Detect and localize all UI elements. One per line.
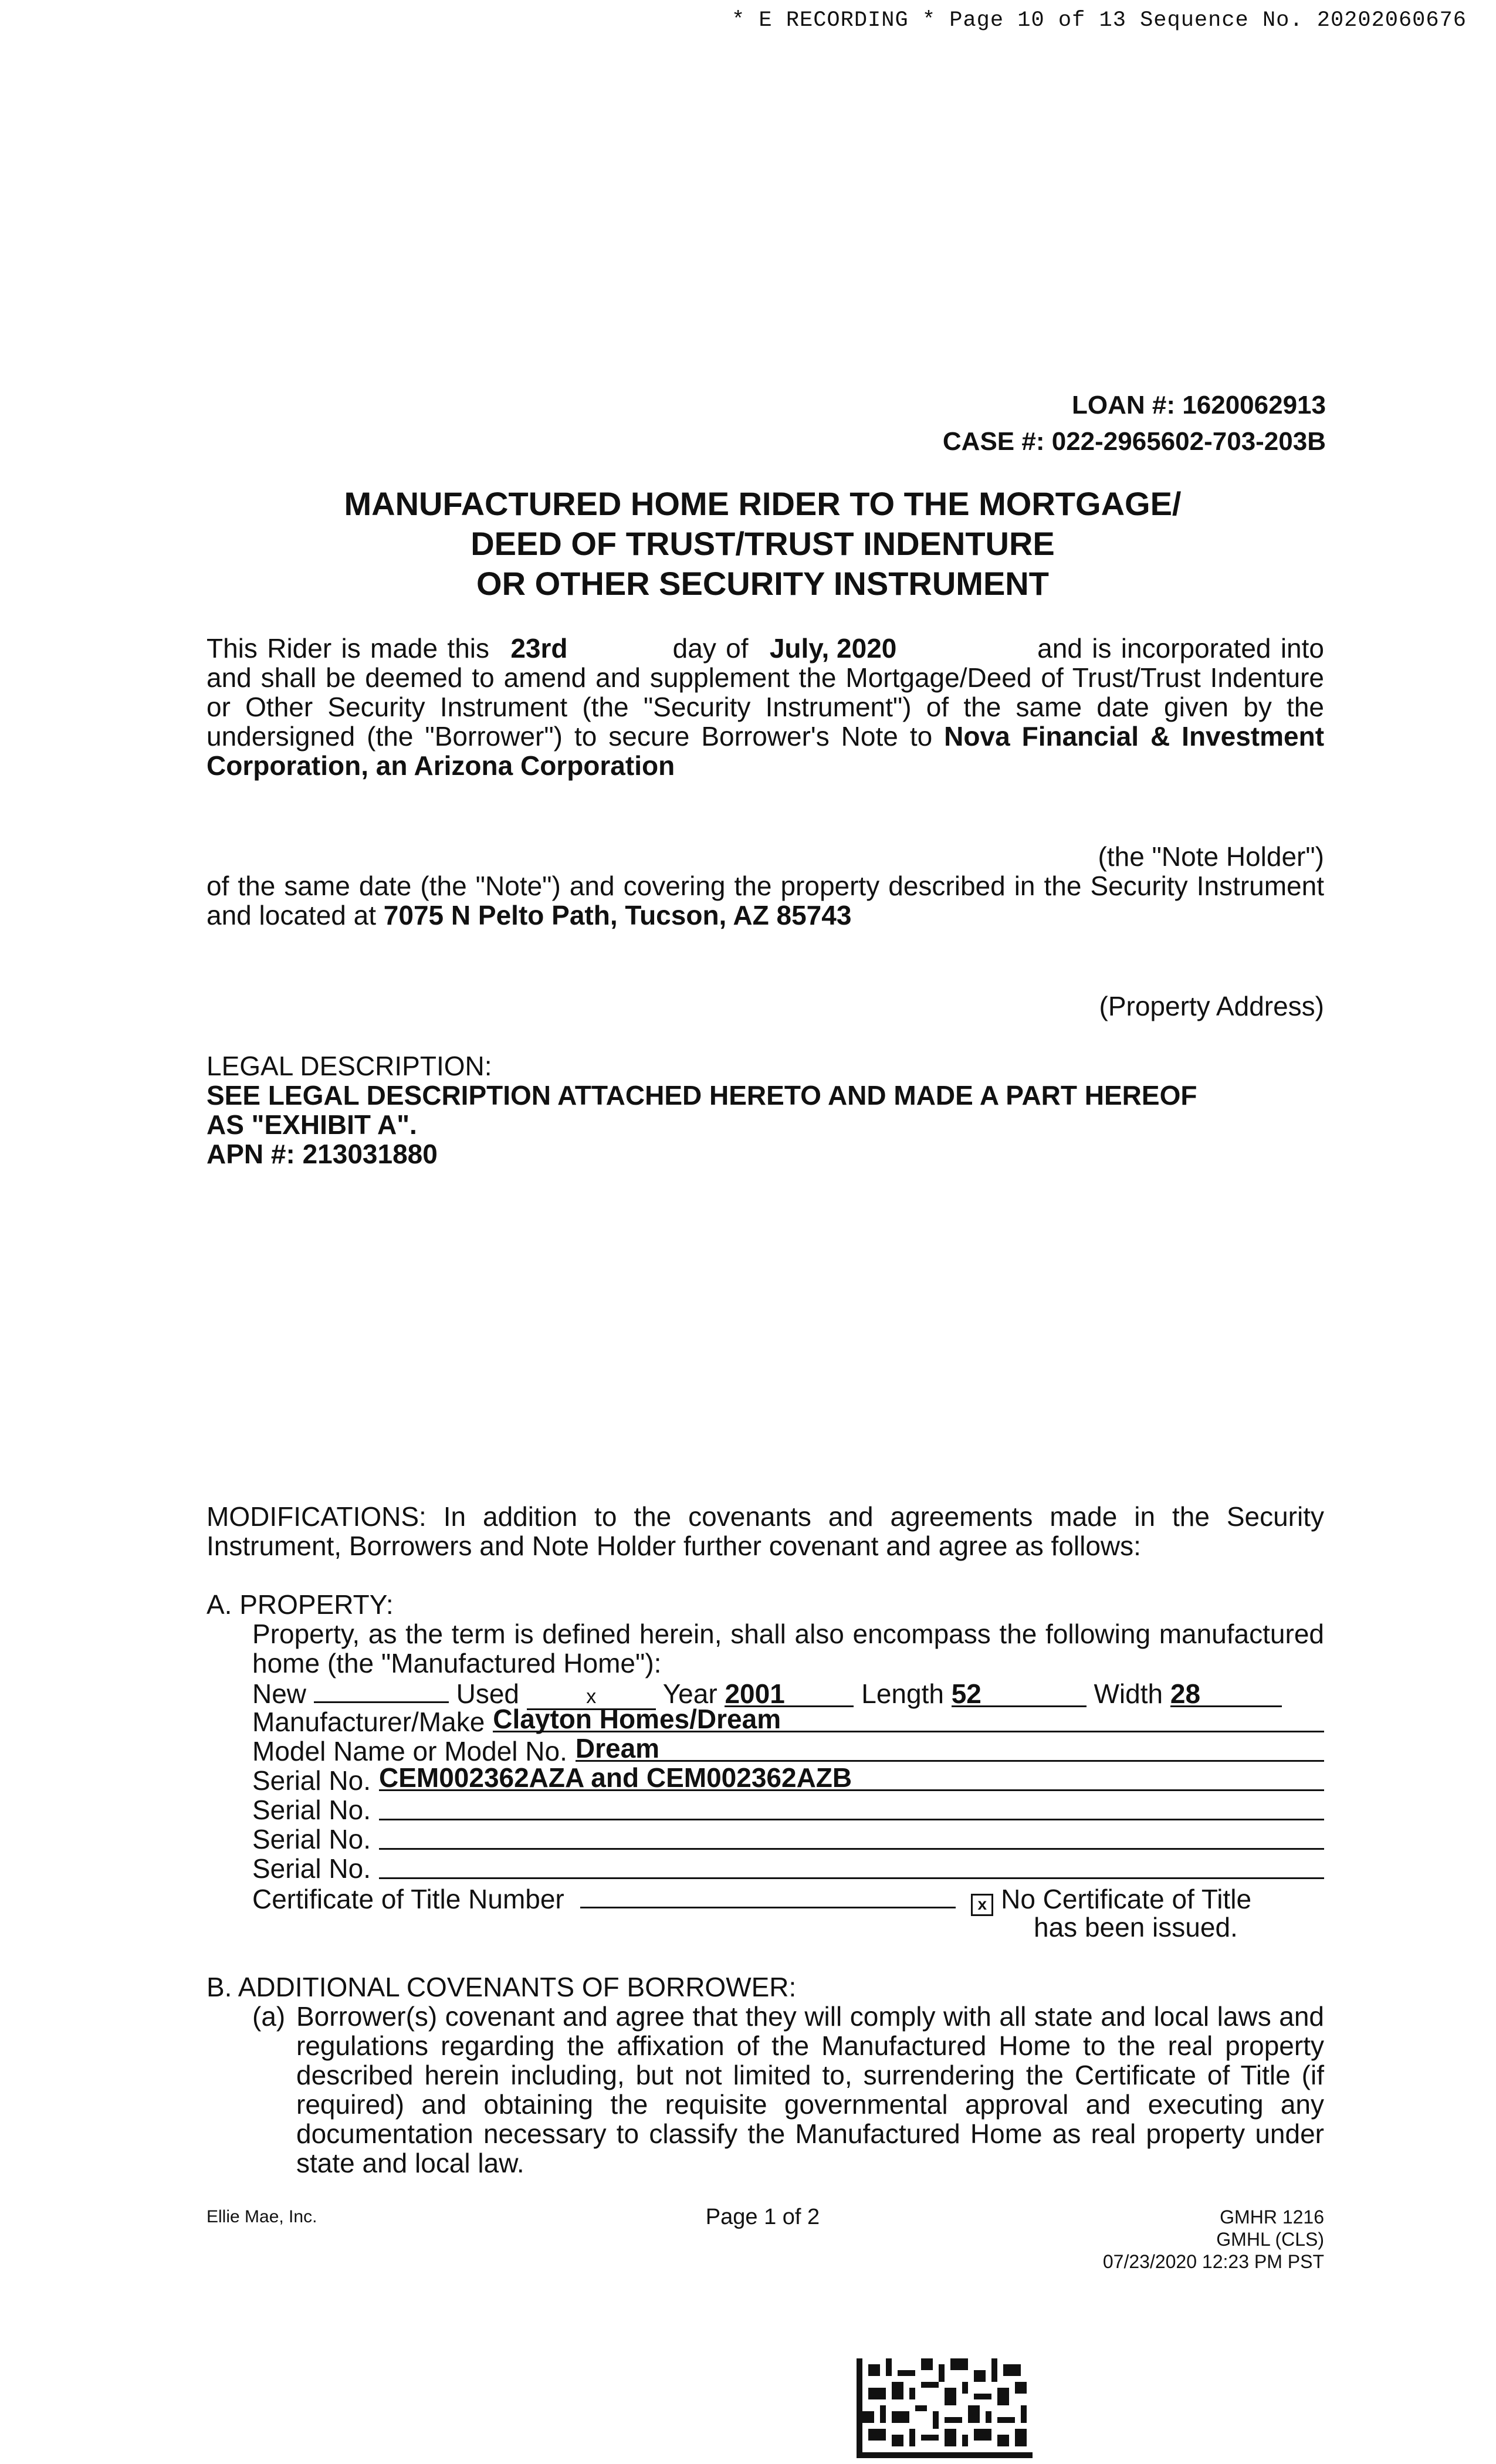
serial-row-3	[252, 1825, 1324, 1854]
title-line-1: MANUFACTURED HOME RIDER TO THE MORTGAGE/	[344, 485, 1182, 522]
manufacturer-value: Clayton Homes/Dream	[493, 1707, 1324, 1732]
document-title	[205, 484, 1320, 604]
case-label: CASE #:	[942, 427, 1045, 456]
footer-form-1: GMHR 1216	[1220, 2206, 1324, 2228]
serial-row-4	[252, 1854, 1324, 1883]
model-label: Model Name or Model No.	[252, 1736, 567, 1766]
year-label: Year	[662, 1678, 717, 1709]
year-value: 2001	[725, 1682, 854, 1707]
rider-month-year: July, 2020	[769, 633, 897, 664]
loan-number: 1620062913	[1182, 391, 1326, 419]
case-number: 022-2965602-703-203B	[1051, 427, 1326, 456]
manufacturer-label: Manufacturer/Make	[252, 1707, 485, 1737]
length-value: 52	[952, 1682, 1087, 1707]
serial-value-1: CEM002362AZA and CEM002362AZB	[379, 1766, 1324, 1791]
width-label: Width	[1094, 1678, 1163, 1709]
intro-paragraph	[207, 634, 1324, 780]
serial-label-4: Serial No.	[252, 1853, 371, 1884]
legal-line-1: SEE LEGAL DESCRIPTION ATTACHED HERETO AND MADE A PART HEREOF	[207, 1080, 1197, 1111]
intro-text-2: day of	[672, 633, 749, 664]
title-line-3: OR OTHER SECURITY INSTRUMENT	[476, 565, 1049, 602]
modifications-paragraph: MODIFICATIONS: In addition to the covenants and agreements made in the Security Instrument, Borrowers and Note Holder further covenant and agree as follows:	[207, 1501, 1324, 1561]
no-certificate-checkbox[interactable]: x	[971, 1894, 993, 1916]
width-value: 28	[1170, 1682, 1282, 1707]
rider-day: 23rd	[510, 633, 568, 664]
apn-number: 213031880	[302, 1139, 438, 1169]
property-paragraph	[207, 871, 1324, 930]
footer-timestamp: 07/23/2020 12:23 PM PST	[1102, 2251, 1324, 2272]
used-field: x	[527, 1685, 656, 1710]
certificate-field	[580, 1883, 956, 1908]
certificate-row	[252, 1883, 1324, 1916]
model-row	[252, 1733, 1324, 1766]
recording-header: * E RECORDING * Page 10 of 13 Sequence No. 20202060676	[732, 8, 1467, 33]
serial-label-3: Serial No.	[252, 1824, 371, 1854]
section-a-text: Property, as the term is defined herein, shall also encompass the following manufactured home (the "Manufactured Home"):	[252, 1619, 1324, 1678]
certificate-label: Certificate of Title Number	[252, 1884, 564, 1914]
footer-company: Ellie Mae, Inc.	[207, 2207, 317, 2226]
no-certificate-label-1: No Certificate of Title	[1001, 1884, 1252, 1914]
serial-row-1	[252, 1762, 1324, 1796]
covenant-a-text: Borrower(s) covenant and agree that they will comply with all state and local laws and regulations regarding the affixation of the Manufactured Home to the real property described herein including, but not limited to, surrendering the Certificate of Title (if required) and obtaining the requisite governmental approval and executing any documentation necessary to classify the Manufactured Home as real property under state and local law.	[296, 2001, 1324, 2178]
manufacturer-row	[252, 1704, 1324, 1737]
serial-label-2: Serial No.	[252, 1795, 371, 1825]
legal-description	[207, 1051, 1324, 1169]
note-holder-label: (the "Note Holder")	[1098, 841, 1324, 872]
property-address-label: (Property Address)	[1099, 991, 1324, 1021]
section-a-heading: A. PROPERTY:	[207, 1589, 394, 1620]
new-label: New	[252, 1678, 307, 1709]
title-line-2: DEED OF TRUST/TRUST INDENTURE	[471, 525, 1055, 562]
serial-value-4	[379, 1854, 1324, 1879]
lender-name: Nova Financial & Investment Corporation, an Arizona Corporation	[207, 721, 1325, 781]
serial-label-1: Serial No.	[252, 1765, 371, 1796]
no-certificate-label-2: has been issued.	[1034, 1912, 1238, 1942]
section-b-heading: B. ADDITIONAL COVENANTS OF BORROWER:	[207, 1972, 797, 2002]
loan-label: LOAN #:	[1072, 391, 1176, 419]
intro-text-1: This Rider is made this	[207, 633, 489, 664]
serial-row-2	[252, 1795, 1324, 1825]
legal-heading: LEGAL DESCRIPTION:	[207, 1051, 492, 1081]
barcode-image	[857, 2358, 1033, 2458]
model-value: Dream	[576, 1737, 1324, 1762]
home-details-row	[252, 1678, 1324, 1710]
footer-form-2: GMHL (CLS)	[1216, 2229, 1324, 2250]
length-label: Length	[861, 1678, 944, 1709]
new-field	[314, 1678, 449, 1703]
property-address: 7075 N Pelto Path, Tucson, AZ 85743	[383, 900, 852, 930]
legal-line-2: AS "EXHIBIT A".	[207, 1109, 417, 1140]
serial-value-2	[379, 1795, 1324, 1820]
intro-text-3: and is incorporated into and shall be deemed to amend and supplement the Mortgage/Deed of Trust/Trust Indenture or Other Security Instrument (the "Security Instrument") of the same date given by the undersigned (the "Borrower") to secure Borrower's Note to	[207, 633, 1324, 752]
covenant-a-label: (a)	[252, 2001, 286, 2032]
footer-form-info	[997, 2206, 1324, 2273]
intro-text-4: of the same date (the "Note") and covering the property described in the Security Instrument and located at	[207, 871, 1324, 930]
apn-label: APN #:	[207, 1139, 295, 1169]
used-label: Used	[456, 1678, 519, 1709]
loan-info	[763, 387, 1326, 460]
serial-value-3	[379, 1825, 1324, 1850]
footer-page: Page 1 of 2	[705, 2205, 820, 2229]
